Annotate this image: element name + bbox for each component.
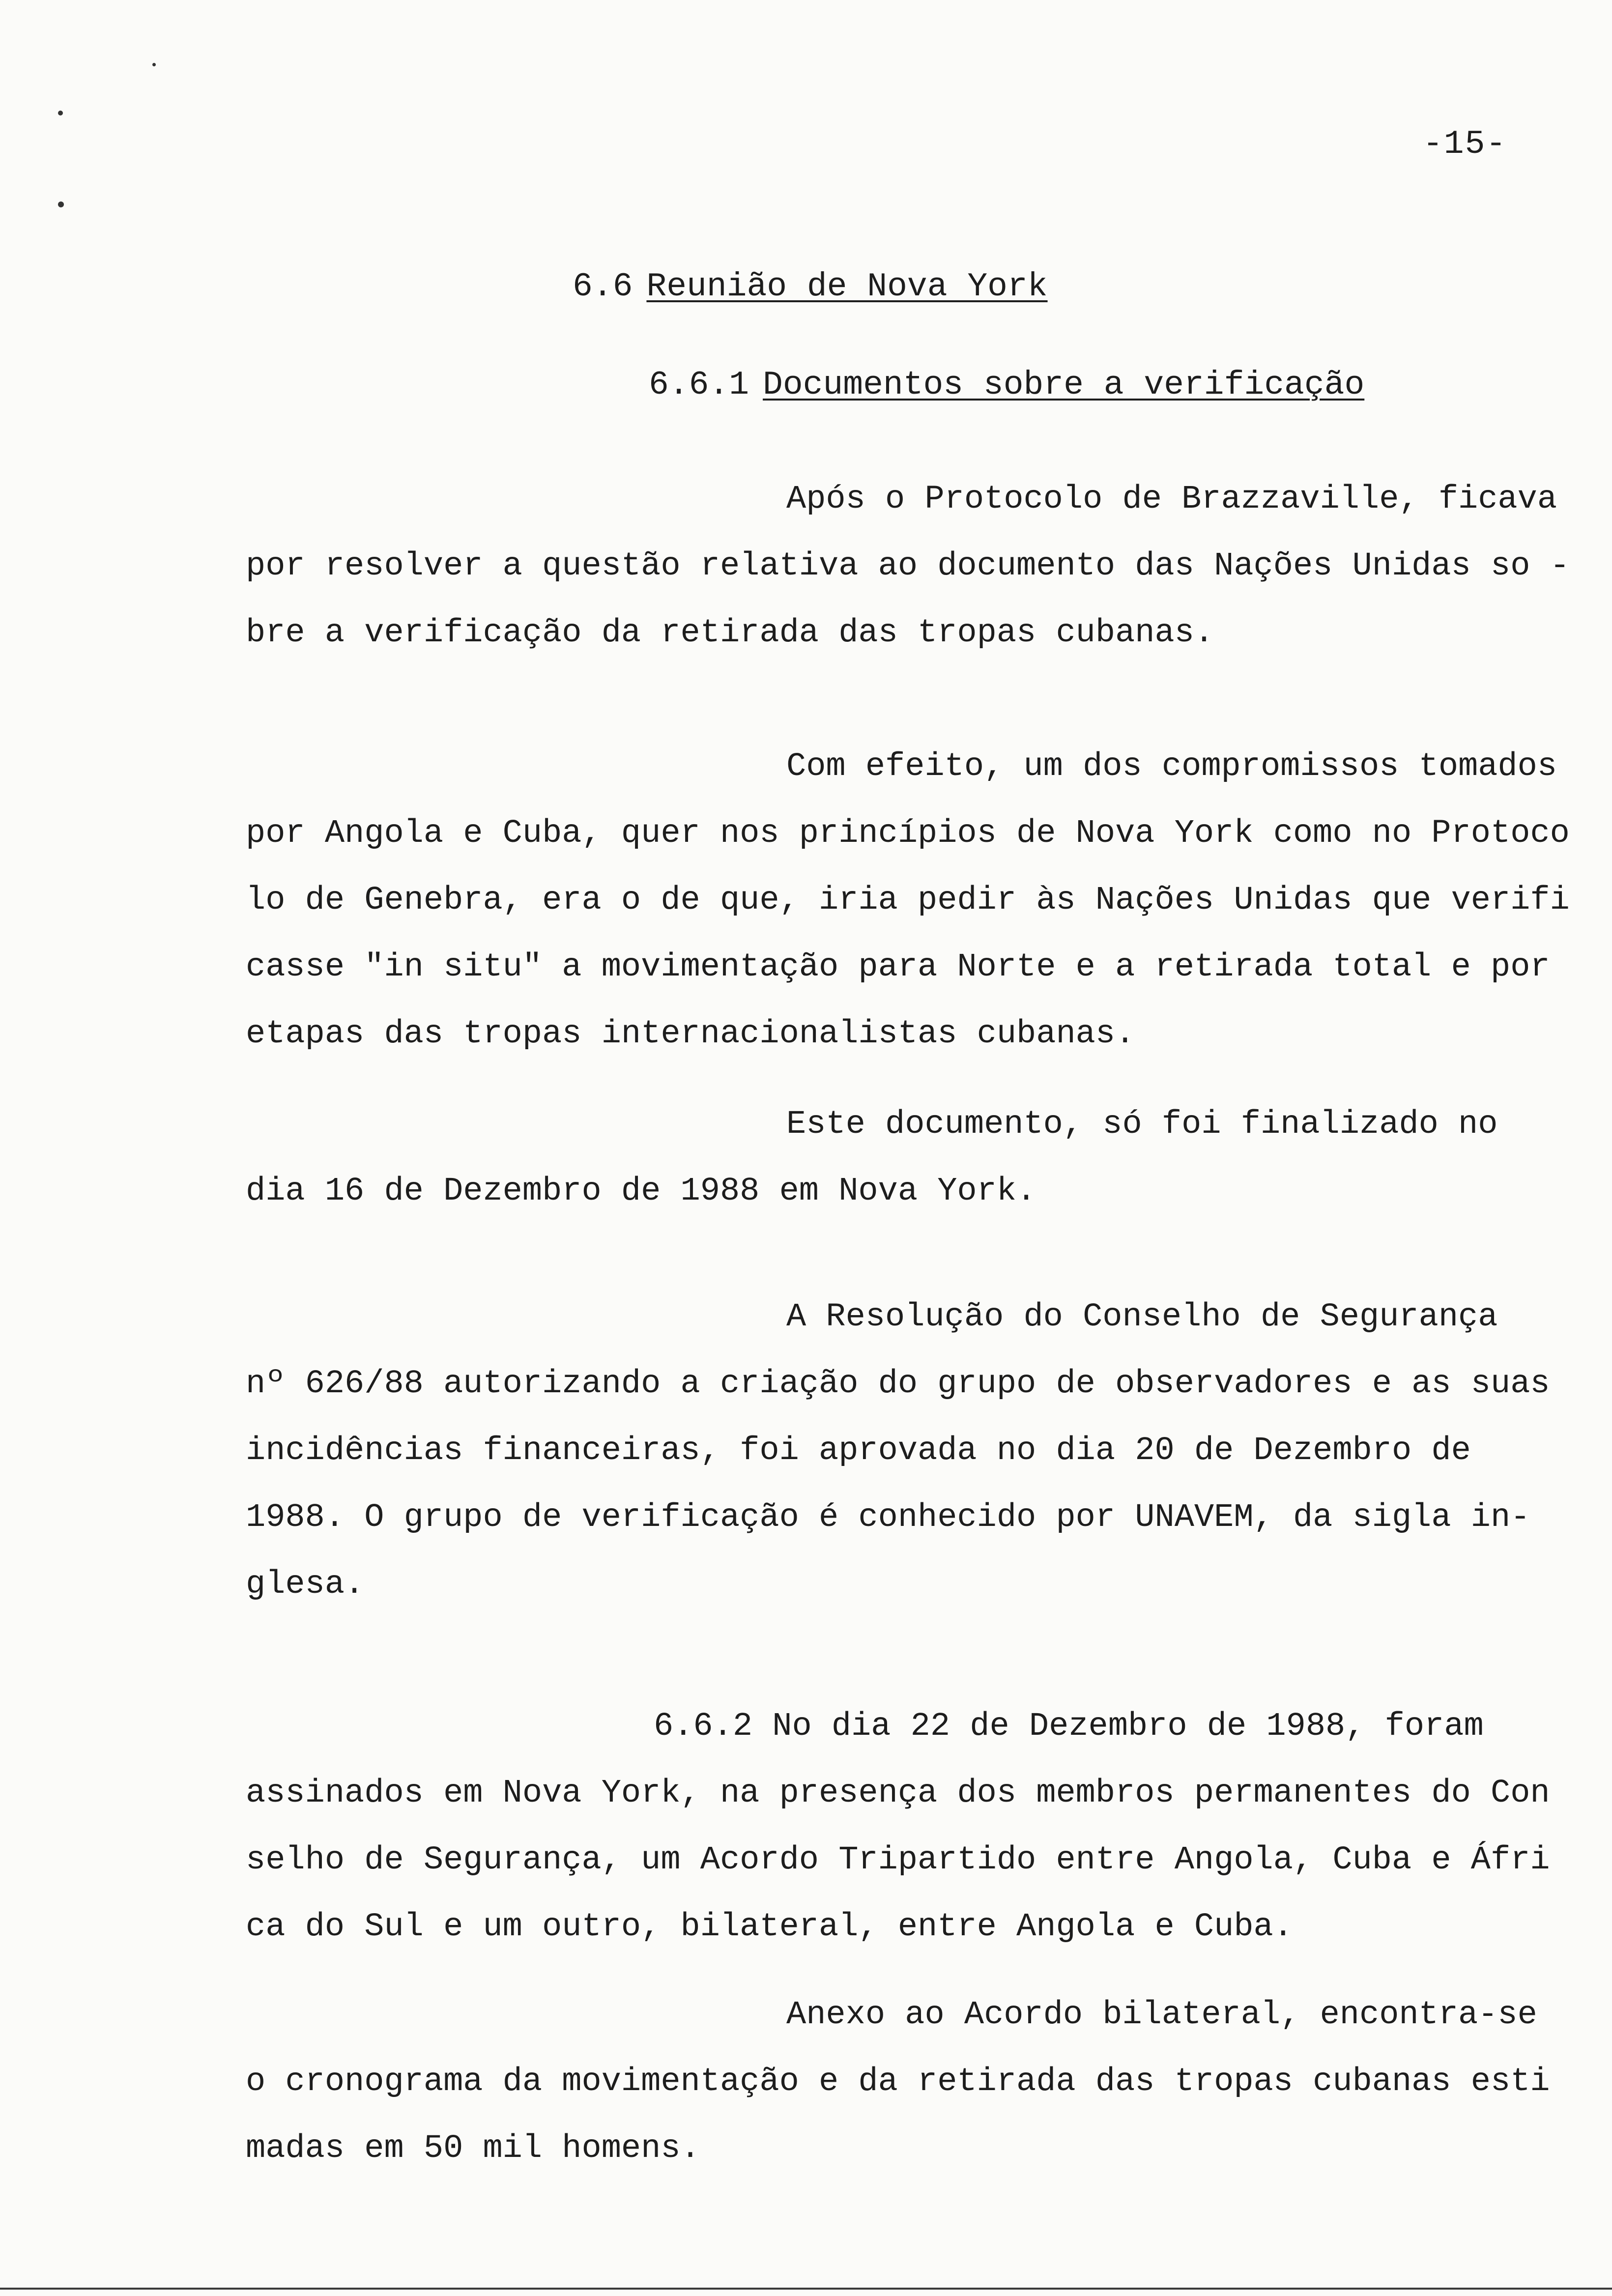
paragraph-line: casse "in situ" a movimentação para Norte e a retirada total e por — [246, 948, 1550, 986]
paragraph-line: Anexo ao Acordo bilateral, encontra-se — [786, 1996, 1537, 2034]
subsection-number: 6.6.1 — [649, 366, 749, 404]
paragraph-line: madas em 50 mil homens. — [246, 2130, 700, 2167]
paragraph-line: por Angola e Cuba, quer nos princípios de Nova York como no Protoco — [246, 815, 1570, 852]
scan-speck — [58, 201, 64, 207]
section-number: 6.6 — [573, 268, 633, 306]
paragraph-line: etapas das tropas internacionalistas cubanas. — [246, 1015, 1135, 1053]
paragraph-2 — [246, 733, 1570, 1067]
scan-speck — [58, 111, 63, 115]
paragraph-line: Após o Protocolo de Brazzaville, ficava — [786, 481, 1557, 518]
paragraph-line: Com efeito, um dos compromissos tomados — [786, 748, 1557, 785]
scan-speck — [152, 63, 156, 66]
paragraph-line: A Resolução do Conselho de Segurança — [786, 1298, 1498, 1336]
paragraph-4 — [246, 1284, 1548, 1618]
paragraph-line: Este documento, só foi finalizado no — [786, 1106, 1498, 1143]
subsection-heading — [649, 366, 1364, 404]
paragraph-line: bre a verificação da retirada das tropas cubanas. — [246, 614, 1214, 652]
paragraph-line: selho de Segurança, um Acordo Tripartido entre Angola, Cuba e Áfri — [246, 1841, 1550, 1879]
bottom-rule — [0, 2288, 1612, 2290]
page-number: -15- — [1423, 125, 1507, 163]
paragraph-1 — [246, 466, 1570, 666]
paragraph-line: glesa. — [246, 1566, 365, 1603]
paragraph-6 — [246, 1981, 1548, 2182]
paragraph-line: 1988. O grupo de verificação é conhecido por UNAVEM, da sigla in- — [246, 1499, 1530, 1536]
paragraph-line: assinados em Nova York, na presença dos membros permanentes do Con — [246, 1775, 1550, 1812]
paragraph-line: nº 626/88 autorizando a criação do grupo de observadores e as suas — [246, 1365, 1550, 1403]
paragraph-line: lo de Genebra, era o de que, iria pedir às Nações Unidas que verifi — [246, 882, 1570, 919]
paragraph-line: ca do Sul e um outro, bilateral, entre Angola e Cuba. — [246, 1908, 1293, 1946]
section-title: Reunião de Nova York — [646, 268, 1048, 306]
paragraph-line: dia 16 de Dezembro de 1988 em Nova York. — [246, 1173, 1036, 1210]
paragraph-3 — [246, 1091, 1548, 1225]
paragraph-line: o cronograma da movimentação e da retirada das tropas cubanas esti — [246, 2063, 1550, 2100]
subsection-title: Documentos sobre a verificação — [763, 366, 1365, 404]
section-heading — [573, 268, 1048, 306]
paragraph-5 — [246, 1693, 1548, 1960]
paragraph-line: por resolver a questão relativa ao documento das Nações Unidas so - — [246, 547, 1570, 585]
paragraph-line: incidências financeiras, foi aprovada no dia 20 de Dezembro de — [246, 1432, 1471, 1469]
paragraph-line: 6.6.2 No dia 22 de Dezembro de 1988, foram — [654, 1708, 1484, 1745]
